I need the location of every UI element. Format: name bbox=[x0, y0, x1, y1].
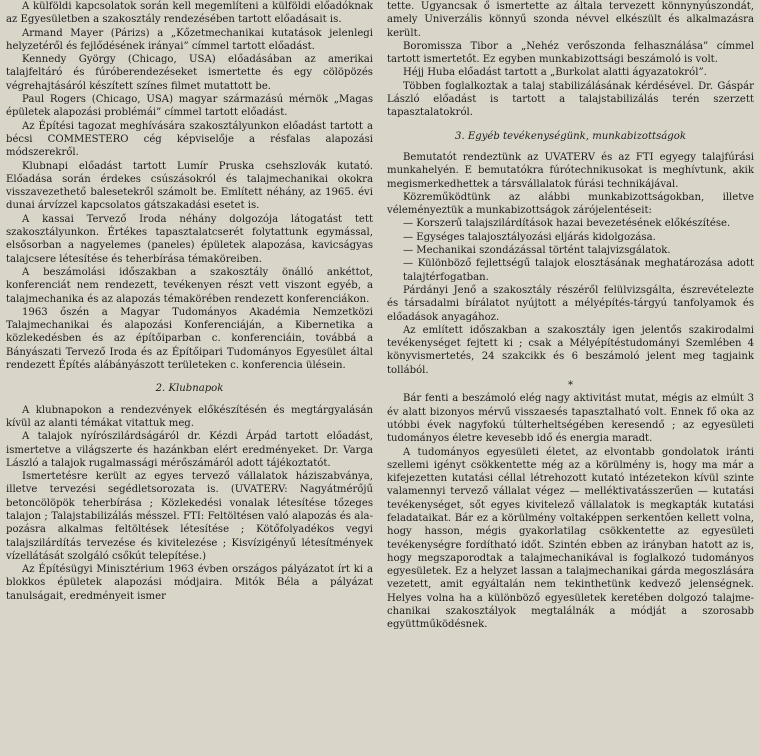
paragraph: Párdányi Jenő a szakosztály részéről felülvizsgálta, észrevételezte és társadalmi bírálatot nyújtott a mélyépítés-tárgyú tanfolyamok és előadások anyagához. bbox=[387, 284, 754, 323]
paragraph: A tudományos egyesületi életet, az elvontabb gondolatok iránti szellemi igényt csökkentette még az a körülmény is, hogy ma már a kifejezetten kutatási céllal létrehozott kutató intézetekon kívül szinte valamennyi tervező vállalat végez — melléktivatásszerűen — kutatási tevékenységet, sőt egyes kivitelező vállalatok is megkapták kutatási feladataikat. Bár ez a körülmény voltaképpen serkentően kellett volna, hogy hasson, mégis gyakorlatilag csökkentette az egyesületi tevékenységre fordítható időt. Szintén ebben az irányban hatott az is, hogy megszaporodtak a talajmechanikával is foglalkozó tudományos egyesületek. Ez a helyzet lassan a talajmechanikai gárda megoszlására vezetett, amit egyáltalán nem tekinthetünk kedvező jelenségnek. Helyes volna ha a különböző egyesületek keretében dolgozó talajmechanikai szakosztályok megtalálnák a módját a szorosabb együttműködésnek. bbox=[387, 446, 754, 631]
paragraph: Armand Mayer (Párizs) a „Kőzetmechanikai kutatások jelenlegi helyzetéről és fejlődésének irányai” címmel tartott előadást. bbox=[6, 27, 373, 52]
paragraph: Boromissza Tibor a „Nehéz verőszonda felhasználása” címmel tartott ismertetőt. Ez egyben munkabizottsági beszámoló is volt. bbox=[387, 40, 754, 66]
paragraph: Az Építésügyi Minisztérium 1963 évben országos pályázatot írt ki a blokkos épületek alapozási módjaira. Mitók Béla a pályázat tanulságait, eredményeit ismer bbox=[6, 564, 373, 602]
paragraph: Az Építési tagozat meghívására szakosztályunkon előadást tartott a bécsi COMMESTERO cég képviselője a résfalas alapozási módszerekről. bbox=[6, 120, 373, 159]
paragraph: Közreműködtünk az alábbi munkabizottságokban, illetve véleményeztük a munkabizottságok zárójelentéseit: bbox=[387, 191, 754, 217]
paragraph: Bemutatót rendeztünk az UVATERV és az FTI egyegy talajfúrási munkahelyén. E bemutatókra fúrótechnikusokat is meghívtunk, akik megismerkedhettek a társvállalatok fúrási technikájával. bbox=[387, 151, 754, 190]
list-item: — Mechanikai szondázással történt talajvizsgálatok. bbox=[403, 245, 671, 257]
paragraph: A beszámolási időszakban a szakosztály önálló ankéttot, konferenciát nem rendezett, tevékenyen részt vett viszont egyéb, a talajmechanika és az alapozás témakörében rendezett konferenciákon. bbox=[6, 266, 373, 305]
paragraph: Héjj Huba előadást tartott a „Burkolat alatti ágyazatokról”. bbox=[403, 67, 707, 79]
paragraph: Többen foglalkoztak a talaj stabilizálásának kérdésével. Dr. Gáspár László előadást is tartott a talajstabilizálás terén szerzett tapasztalatokról. bbox=[387, 80, 754, 119]
paragraph: Kennedy György (Chicago, USA) előadásában az amerikai talajfeltáró és fúróberendezéseket ismertette és egy cölöpözés végrehajtásáról készített színes filmet mutattott be. bbox=[6, 54, 373, 92]
paragraph: A kassai Tervező Iroda néhány dolgozója látogatást tett szakosztályunkon. Értékes tapasztalatcserét folytattunk egymással, elsősorban a nagyelemes (paneles) épületek alapozása, kavicságyas talajcsere létesítése és teherbírása témaköreiben. bbox=[6, 213, 373, 265]
paragraph: Ismertetésre került az egyes tervező vállalatok háziszabványa, illetve tervezési segédletsorozata is. (UVATERV: Nagyátmérőjű betoncölöpök teherbírása ; Közlekedési vonalak létesítése tőzeges talajon ; Talajstabilizálás mésszel. FTI: Feltöltésen való alapozás és alapozásra alkalmas feltöltések létesítése ; Kötőfolyadékos vegyi talajszilárdítás tervezése és kivitelezése ; Kisvízigényű létesítmények vízellátását szolgáló csőkút telepítése.) bbox=[6, 471, 373, 562]
paragraph: A külföldi kapcsolatok során kell megemlíteni a külföldi előadóknak az Egyesületben a szakosztály rendezésében tartott előadásait is. bbox=[6, 1, 373, 26]
paragraph: A talajok nyírószilárdságáról dr. Kézdi Árpád tartott előadást, ismertetve a világszerte és hazánkban elért eredményeket. Dr. Varga László a talajok rugalmassági mérőszámáról adott tájékoztatót. bbox=[6, 431, 373, 469]
list-item: — Korszerű talajszilárdítások hazai bevezetésének előkészítése. bbox=[403, 218, 731, 230]
paragraph: A klubnapokon a rendezvények előkészítésén és megtárgyalásán kívül az alanti témákat vitattuk meg. bbox=[6, 404, 373, 429]
paragraph: Paul Rogers (Chicago, USA) magyar származású mérnök „Magas épületek alapozási problémái” címmel tartott előadást. bbox=[6, 94, 373, 119]
section-separator-asterisk: * bbox=[567, 380, 574, 392]
right-column bbox=[387, 0, 754, 756]
paragraph: Az említett időszakban a szakosztály igen jelentős szakirodalmi tevékenységet fejtett ki ; csak a Mélyépítéstudományi Szemlében 4 könyvismertetés, 24 szakcikk és 6 beszámoló jelent meg tagjaink tollából. bbox=[387, 324, 754, 376]
paragraph: tette. Ugyancsak ő ismertette az általa tervezett könnynyúszondát, amely Univerzális könnyű szonda névvel elkészült és alkalmazásra került. bbox=[387, 1, 754, 39]
section-heading: 2. Klubnapok bbox=[155, 383, 224, 395]
paragraph: Klubnapi előadást tartott Lumír Pruska csehszlovák kutató. Előadása során érdekes csúszásokról és talajmechanikai okokra visszavezethető balesetekről számolt be. Említett néhány, az 1965. évi dunai árvízzel kapcsolatos gátszakadási esetet is. bbox=[6, 160, 373, 212]
left-column bbox=[6, 0, 373, 756]
list-item: — Különböző fejlettségű talajok elosztásának meghatározása adott talajtérfogatban. bbox=[403, 258, 754, 283]
section-heading: 3. Egyéb tevékenységünk, munkabizottságok bbox=[455, 130, 686, 142]
list-item: — Egységes talajosztályozási eljárás kidolgozása. bbox=[403, 231, 656, 243]
paragraph: Bár fenti a beszámoló elég nagy aktivitást mutat, mégis az elmúlt 3 év alatt bizonyos mérvű visszaesés tapasztalható volt. Ennek fő oka az utóbbi évek nagyfokú túlterheltségében keresendő ; az egyesületi tudományos életre kevesebb idő és energia maradt. bbox=[387, 393, 754, 445]
paragraph: 1963 őszén a Magyar Tudományos Akadémia Nemzetközi Talajmechanikai és alapozási Konferenciáján, a Kibernetika a közlekedésben és az építőiparban c. konferenciáin, továbbá a Bányászati Tervező Iroda és az Építőipari Tudományos Egyesület által rendezett Építés alábányászott területeken c. konferencia ülésein. bbox=[6, 306, 373, 372]
